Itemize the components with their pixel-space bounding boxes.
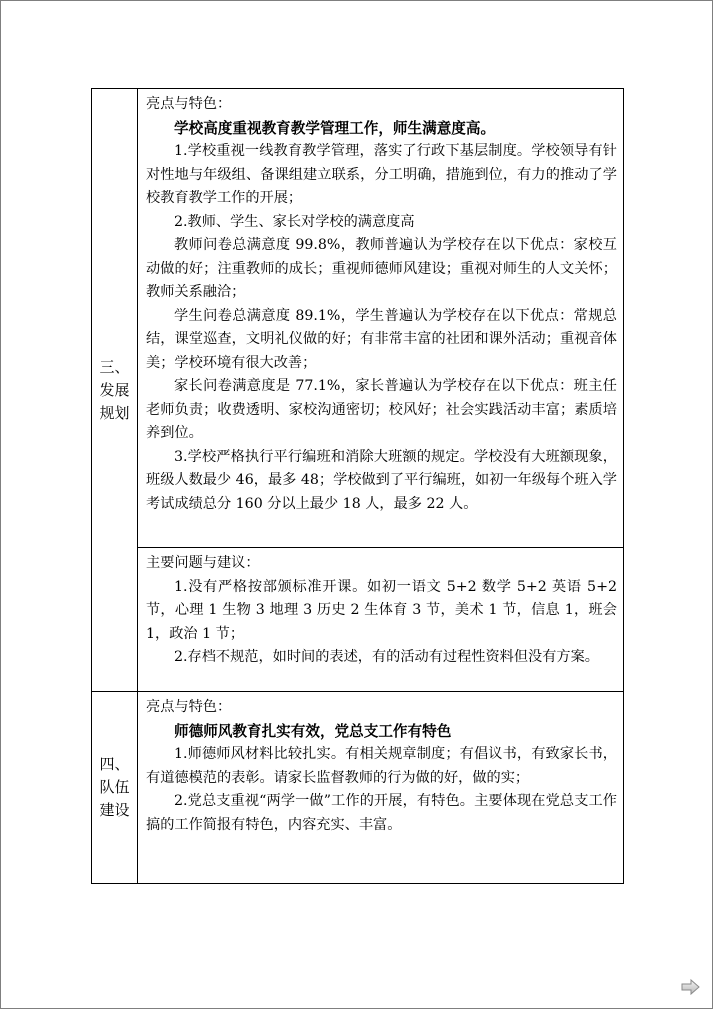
section-label-development-planning — [92, 89, 138, 692]
paragraph: 家长问卷满意度是 77.1%，家长普遍认为学校存在以下优点：班主任老师负责；收费透明、家校沟通密切；校风好；社会实践活动丰富；素质培养到位。 — [146, 378, 617, 441]
paragraph: 2.教师、学生、家长对学校的满意度高 — [174, 213, 415, 230]
paragraph: 学生问卷总满意度 89.1%，学生普遍认为学校存在以下优点：常规总结，课堂巡查，文明礼仪做的好；有非常丰富的社团和课外活动；重视音体美；学校环境有很大改善； — [146, 307, 617, 371]
paragraph: 1.师德师风材料比较扎实。有相关规章制度；有倡议书，有致家长书，有道德模范的表彰。请家长监督教师的行为做的好，做的实； — [146, 746, 617, 786]
paragraph: 1.没有严格按部颁标准开课。如初一语文 5+2 数学 5+2 英语 5+2 节，心理 1 生物 3 地理 3 历史 2 生体育 3 节，美术 1 节，信息 1，班会 1，政治 1 节； — [146, 578, 617, 642]
label-line: 四、 — [99, 755, 130, 773]
paragraph: 2.党总支重视“两学一做”工作的开展，有特色。主要体现在党总支工作搞的工作简报有特色，内容充实、丰富。 — [146, 793, 617, 833]
next-page-arrow-icon[interactable] — [681, 978, 701, 996]
team-highlights-heading: 亮点与特色： — [146, 699, 232, 715]
label-line: 队伍 — [99, 778, 130, 796]
label-line: 发展 — [99, 380, 130, 399]
problems-heading: 主要问题与建议： — [146, 555, 260, 571]
section-label-team-building — [92, 692, 138, 884]
paragraph: 2.存档不规范，如时间的表述，有的活动有过程性资料但没有方案。 — [174, 649, 599, 665]
label-line: 规划 — [99, 403, 130, 422]
problems-cell — [138, 548, 624, 692]
table-row-team-building — [92, 692, 624, 884]
label-line: 建设 — [99, 801, 130, 819]
table-row-development-planning — [92, 89, 624, 548]
team-highlights-title: 师德师风教育扎实有效，党总支工作有特色 — [174, 722, 452, 740]
highlights-title: 学校高度重视教育教学管理工作，师生满意度高。 — [174, 119, 496, 137]
highlights-cell — [138, 89, 624, 548]
evaluation-table — [91, 88, 624, 884]
paragraph: 3.学校严格执行平行编班和消除大班额的规定。学校没有大班额现象，班级人数最少 46，最多 48；学校做到了平行编班，如初一年级每个班入学考试成绩总分 160 分以上最少 18 人，最多 22 人。 — [146, 448, 617, 512]
paragraph: 1.学校重视一线教育教学管理，落实了行政下基层制度。学校领导有针对性地与年级组、备课组建立联系，分工明确，措施到位，有力的推动了学校教育教学工作的开展； — [146, 143, 617, 206]
table-row-problems — [92, 548, 624, 692]
highlights-heading: 亮点与特色： — [146, 96, 232, 112]
label-line: 三、 — [99, 357, 130, 376]
team-highlights-cell — [138, 692, 624, 884]
paragraph: 教师问卷总满意度 99.8%，教师普遍认为学校存在以下优点：家校互动做的好；注重教师的成长；重视师德师风建设；重视对师生的人文关怀；教师关系融洽； — [146, 237, 617, 300]
